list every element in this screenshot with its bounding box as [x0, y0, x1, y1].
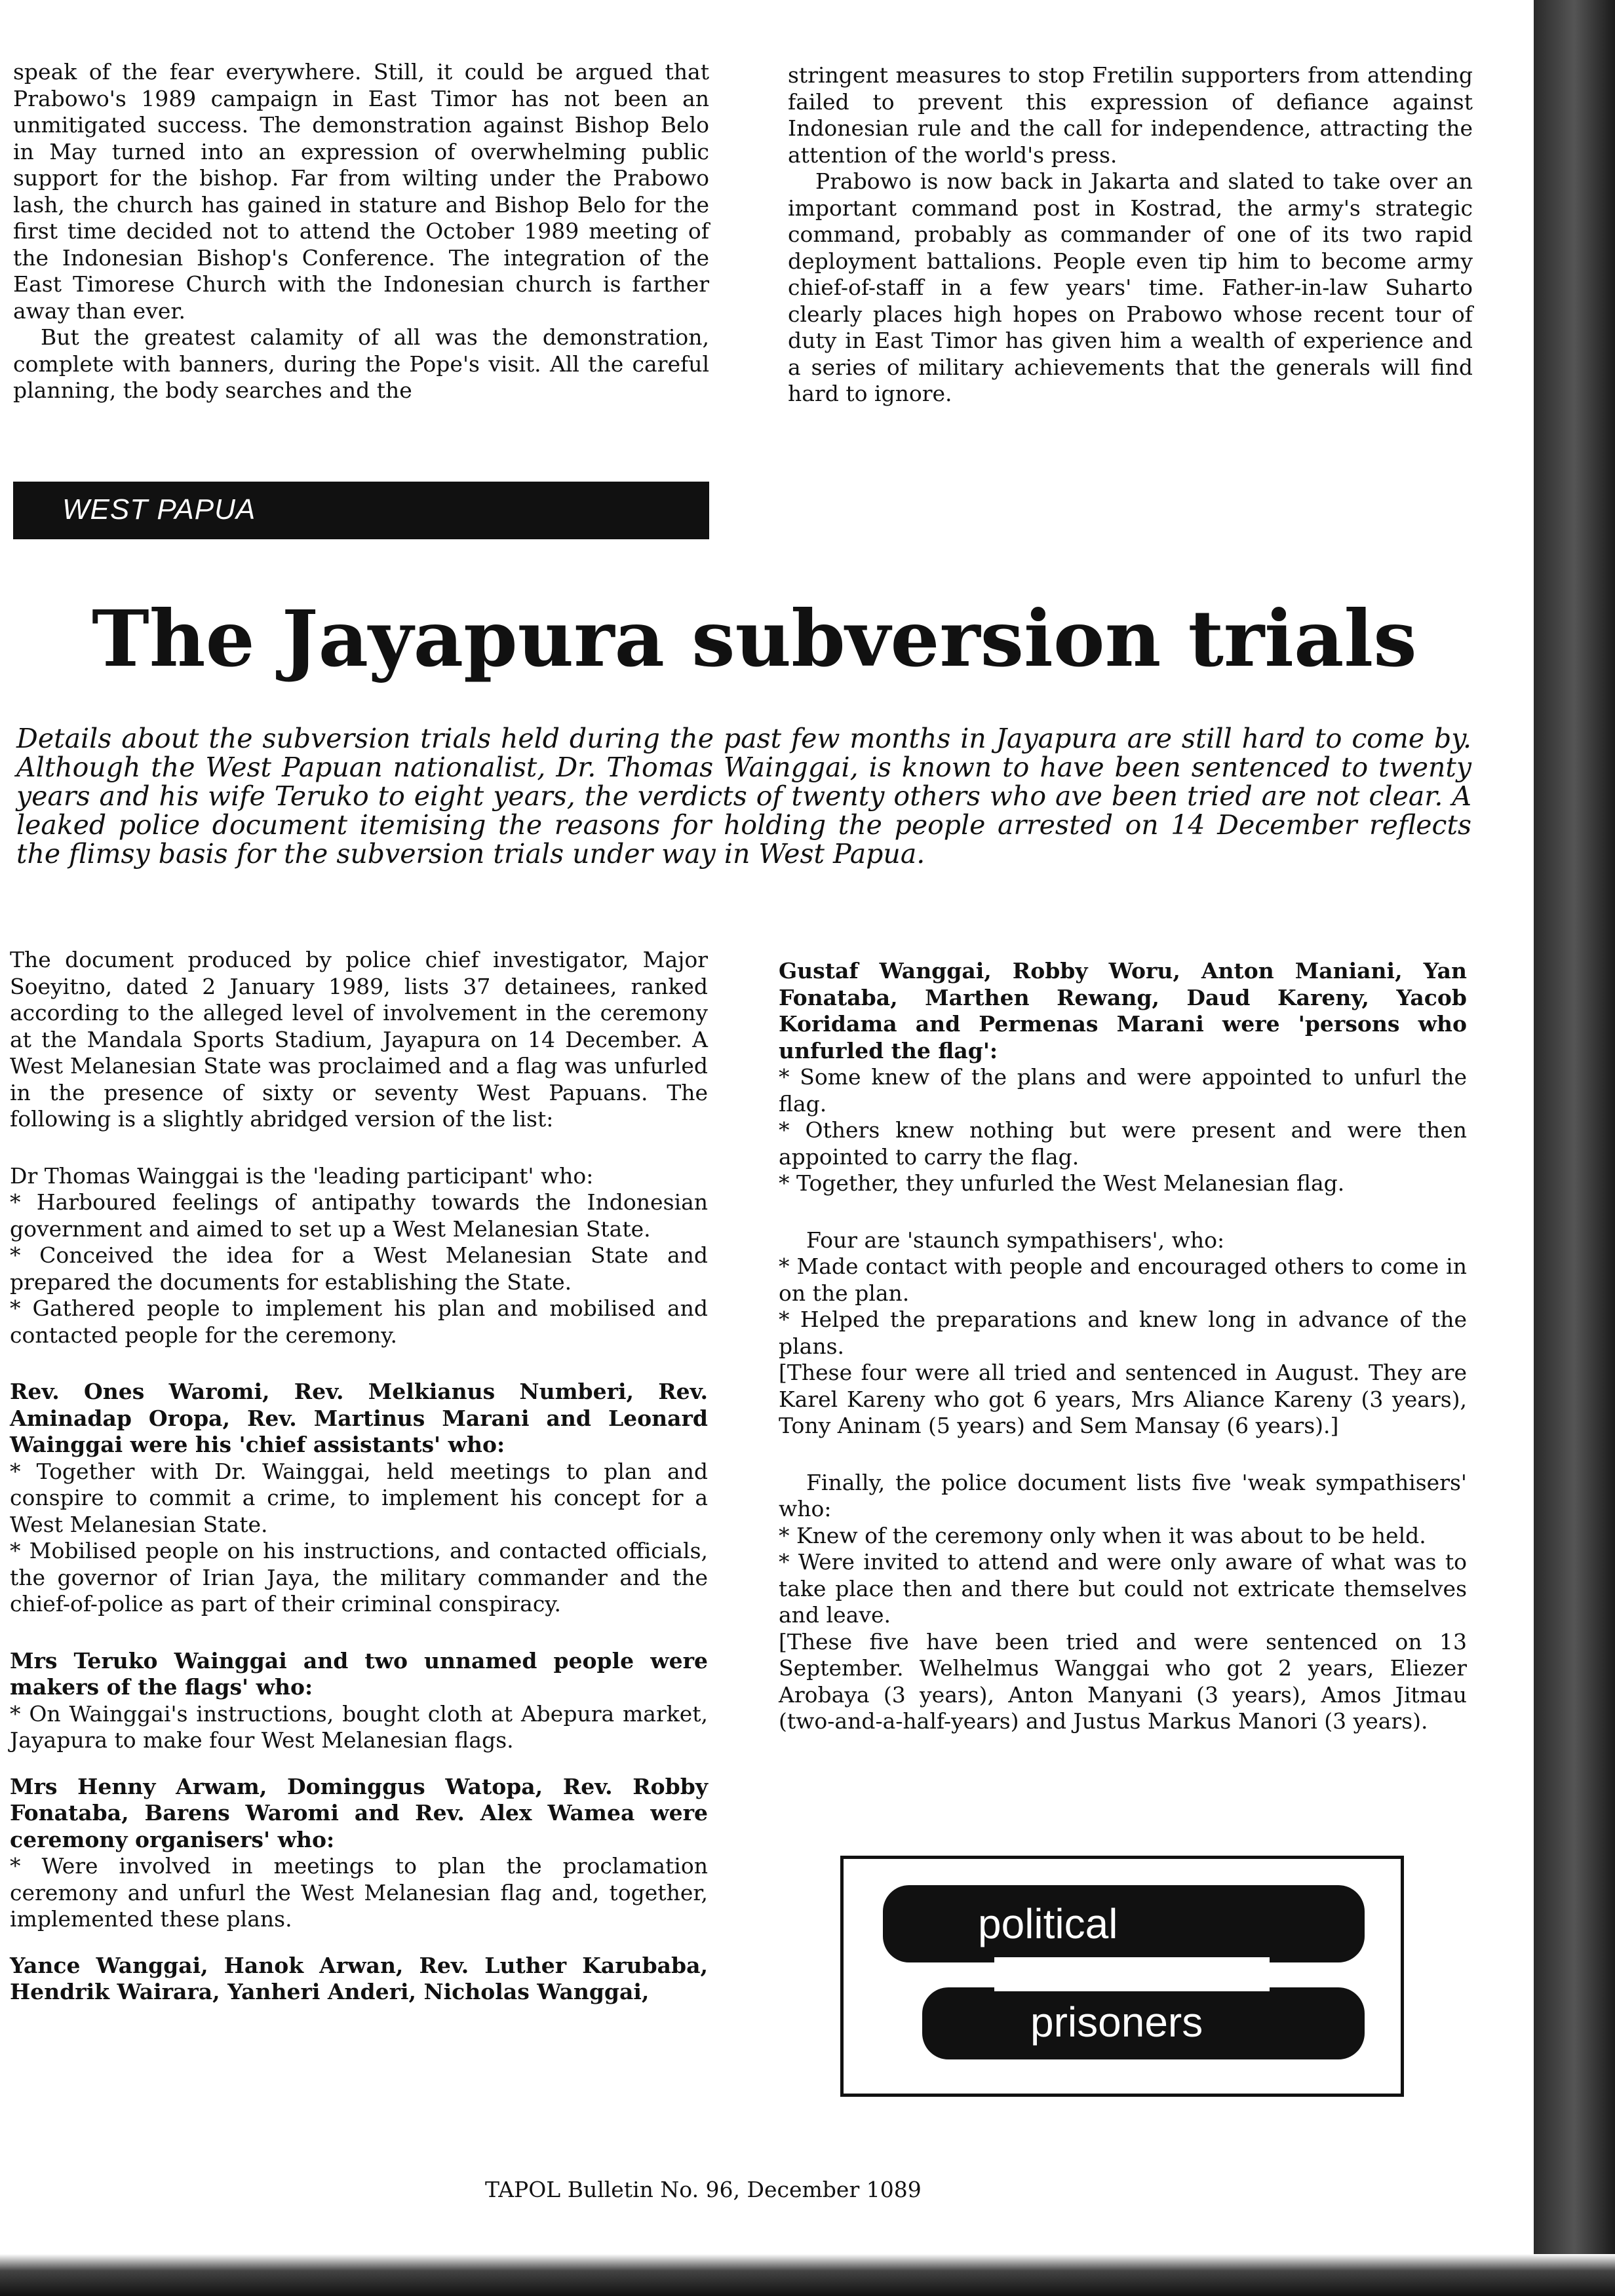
paragraph-heading: Mrs Teruko Wainggai and two unnamed people were makers of the flags' who:	[10, 1647, 708, 1700]
page-footer: TAPOL Bulletin No. 96, December 1089	[485, 2177, 922, 2202]
list-item: * Gathered people to implement his plan and mobilised and contacted people for the ceremony.	[10, 1295, 708, 1348]
paragraph: Yance Wanggai, Hanok Arwan, Rev. Luther Karubaba, Hendrik Wairara, Yanheri Anderi, Nicholas Wanggai,	[10, 1952, 708, 2004]
logo-line-1: political	[958, 1898, 1137, 1949]
paragraph: But the greatest calamity of all was the demonstration, complete with banners, during the Pope's visit. All the careful planning, the body searches and the	[13, 324, 709, 403]
list-item: * Made contact with people and encouraged others to come in on the plan.	[779, 1253, 1467, 1306]
paragraph-heading: Gustaf Wanggai, Robby Woru, Anton Maniani, Yan Fonataba, Marthen Rewang, Daud Kareny, Yacob Koridama and Permenas Marani were 'persons who unfurled the flag':	[779, 958, 1467, 1063]
article-headline: The Jayapura subversion trials	[92, 593, 1417, 684]
logo-line-2: prisoners	[1011, 1997, 1222, 2048]
scan-bottom-edge	[0, 2254, 1615, 2296]
previous-article-right-column	[788, 62, 1473, 408]
list-item: * On Wainggai's instructions, bought cloth at Abepura market, Jayapura to make four West Melanesian flags.	[10, 1700, 708, 1753]
paragraph-heading: Four are 'staunch sympathisers', who:	[806, 1227, 1225, 1253]
paragraph: stringent measures to stop Fretilin supporters from attending failed to prevent this expression of defiance against Indonesian rule and the call for independence, attracting the attention of the world's press.	[788, 62, 1473, 168]
article-left-column	[10, 947, 708, 2006]
paragraph: speak of the fear everywhere. Still, it could be argued that Prabowo's 1989 campaign in East Timor has not been an unmitigated success. The demonstration against Bishop Belo in May turned into an expression of overwhelming public support for the bishop. Far from wilting under the Prabowo lash, the church has gained in stature and Bishop Belo for the first time decided not to attend the October 1989 meeting of the Indonesian Bishop's Conference. The integration of the East Timorese Church with the Indonesian church is farther away than ever.	[13, 59, 709, 324]
paragraph-heading: Mrs Henny Arwam, Dominggus Watopa, Rev. Robby Fonataba, Barens Waromi and Rev. Alex Wamea were ceremony organisers' who:	[10, 1773, 708, 1852]
note: [These five have been tried and were sentenced on 13 September. Welhelmus Wanggai who got 2 years, Eliezer Arobaya (3 years), Anton Manyani (3 years), Amos Jitmau (two-and-a-half-years) and Justus Markus Manori (3 years).	[779, 1628, 1467, 1734]
previous-article-left-column	[13, 59, 709, 404]
paragraph-heading: Finally, the police document lists five 'weak sympathisers' who:	[779, 1469, 1467, 1521]
note: [These four were all tried and sentenced in August. They are Karel Kareny who got 6 years, Mrs Aliance Kareny (3 years), Tony Aninam (5 years) and Sem Mansay (6 years).]	[779, 1360, 1467, 1438]
list-item: * Helped the preparations and knew long in advance of the plans.	[779, 1307, 1467, 1359]
scan-edge-shadow	[1534, 0, 1615, 2296]
list-item: * Conceived the idea for a West Melanesian State and prepared the documents for establishing the State.	[10, 1242, 708, 1295]
list-item: * Were invited to attend and were only aware of what was to take place then and there but could not extricate themselves and leave.	[779, 1549, 1467, 1628]
paragraph-heading: Rev. Ones Waromi, Rev. Melkianus Numberi, Rev. Aminadap Oropa, Rev. Martinus Marani and Leonard Wainggai were his 'chief assistants' who:	[10, 1379, 708, 1457]
article-right-column	[779, 958, 1467, 1735]
list-item: * Harboured feelings of antipathy towards the Indonesian government and aimed to set up a West Melanesian State.	[10, 1189, 708, 1242]
list-item: * Others knew nothing but were present and were then appointed to carry the flag.	[779, 1117, 1467, 1170]
list-item: * Knew of the ceremony only when it was about to be held.	[779, 1522, 1426, 1548]
section-label: WEST PAPUA	[62, 493, 256, 526]
list-item: * Together with Dr. Wainggai, held meetings to plan and conspire to commit a crime, to implement his concept for a West Melanesian State.	[10, 1458, 708, 1537]
article-intro: Details about the subversion trials held during the past few months in Jayapura are still hard to come by. Although the West Papuan nationalist, Dr. Thomas Wainggai, is known to have been sentenced to twenty years and his wife Teruko to eight years, the verdicts of twenty others who ave been tried are not clear. A leaked police document itemising the reasons for holding the people arrested on 14 December reflects the flimsy basis for the subversion trials under way in West Papua.	[16, 723, 1471, 870]
list-item: * Mobilised people on his instructions, and contacted officials, the governor of Irian Jaya, the military commander and the chief-of-police as part of their criminal conspiracy.	[10, 1538, 708, 1617]
list-item: * Some knew of the plans and were appointed to unfurl the flag.	[779, 1064, 1467, 1117]
paragraph: Prabowo is now back in Jakarta and slated to take over an important command post in Kostrad, the army's strategic command, probably as commander of one of its two rapid deployment battalions. People even tip him to become army chief-of-staff in a few years' time. Father-in-law Suharto clearly places high hopes on Prabowo whose recent tour of duty in East Timor has given him a wealth of experience and a series of military achievements that the generals will find hard to ignore.	[788, 168, 1473, 406]
list-item: * Were involved in meetings to plan the proclamation ceremony and unfurl the West Melanesian flag and, together, implemented these plans.	[10, 1853, 708, 1932]
paragraph: The document produced by police chief investigator, Major Soeyitno, dated 2 January 1989, lists 37 detainees, ranked according to the alleged level of involvement in the ceremony at the Mandala Sports Stadium, Jayapura on 14 December. A West Melanesian State was proclaimed and a flag was unfurled in the presence of sixty or seventy West Papuans. The following is a slightly abridged version of the list:	[10, 947, 708, 1132]
list-item: * Together, they unfurled the West Melanesian flag.	[779, 1170, 1345, 1196]
political-prisoners-logo	[840, 1856, 1404, 2097]
section-banner	[13, 482, 709, 539]
paragraph-heading: Dr Thomas Wainggai is the 'leading participant' who:	[10, 1162, 594, 1189]
